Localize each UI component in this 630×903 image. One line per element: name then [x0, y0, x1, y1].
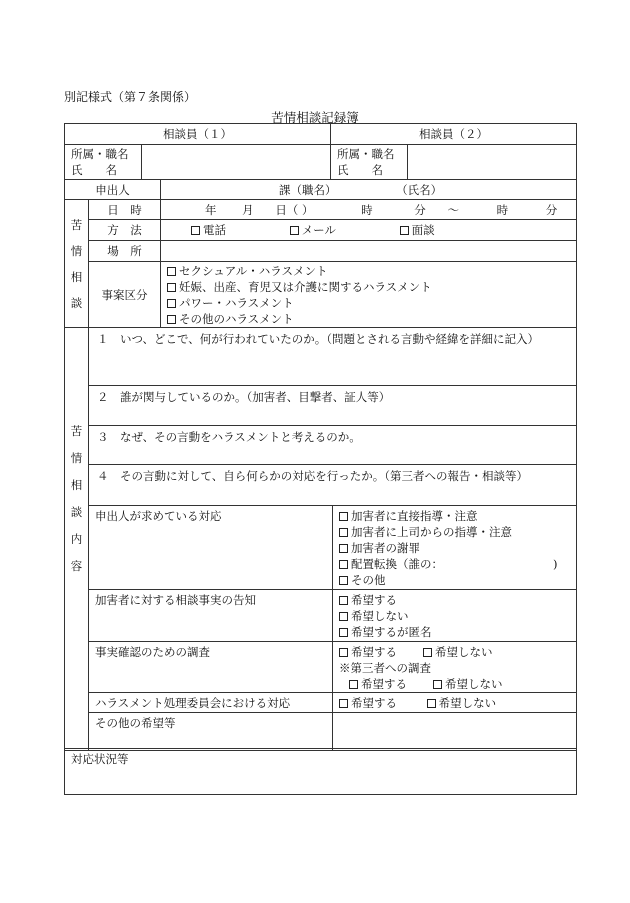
- category-field: セクシュアル・ハラスメント 妊娠、出産、育児又は介護に関するハラスメント パワー・ハラスメント その他のハラスメント: [161, 262, 577, 328]
- datetime-field[interactable]: 年 月 日（ ） 時 分 〜 時 分: [161, 200, 577, 220]
- checkbox-third-no[interactable]: [433, 680, 442, 689]
- notice-options: 希望する 希望しない 希望するが匿名: [333, 590, 577, 642]
- checkbox-committee-no[interactable]: [427, 699, 436, 708]
- place-label: 場 所: [89, 241, 161, 262]
- status-field[interactable]: [65, 749, 577, 795]
- requested-response-label: 申出人が求めている対応: [89, 506, 333, 590]
- committee-options: 希望する 希望しない: [333, 693, 577, 713]
- content-table: [64, 327, 577, 751]
- question-4: ４ その言動に対して、自ら何らかの対応を行ったか。（第三者への報告・相談等）: [89, 465, 577, 506]
- investigation-label: 事実確認のための調査: [89, 642, 333, 693]
- checkbox-third-yes[interactable]: [349, 680, 358, 689]
- requested-response-options: 加害者に直接指導・注意 加害者に上司からの指導・注意 加害者の謝罪 配置転換（誰の： ) その他: [333, 506, 577, 590]
- status-label: 対応状況等: [71, 752, 129, 766]
- checkbox-inv-yes[interactable]: [339, 648, 348, 657]
- notice-label: 加害者に対する相談事実の告知: [89, 590, 333, 642]
- applicant-label: 申出人: [65, 180, 161, 200]
- form-reference: 別記様式（第７条関係）: [64, 90, 197, 104]
- other-requests-field[interactable]: [333, 713, 577, 751]
- method-field: 電話 メール 面談: [161, 220, 577, 241]
- question-2: ２ 誰が関与しているのか。（加害者、目撃者、証人等）: [89, 386, 577, 426]
- checkbox-phone[interactable]: [191, 226, 200, 235]
- consultation-table: [64, 179, 577, 328]
- question-3: ３ なぜ、その言動をハラスメントと考えるのか。: [89, 426, 577, 465]
- form-title: 苦情相談記録簿: [271, 110, 359, 125]
- checkbox-direct-guidance[interactable]: [339, 512, 348, 521]
- checkbox-maternity[interactable]: [167, 283, 176, 292]
- checkbox-notice-yes[interactable]: [339, 596, 348, 605]
- counselor-1-labels: 所属・職名 氏 名: [65, 145, 142, 180]
- counselor-table: [64, 123, 577, 180]
- counselor-1-value[interactable]: [142, 145, 331, 180]
- other-requests-label: その他の希望等: [89, 713, 333, 751]
- checkbox-power[interactable]: [167, 299, 176, 308]
- counselor-2-value[interactable]: [408, 145, 577, 180]
- counselor-2-header: 相談員（２）: [331, 124, 577, 145]
- checkbox-other-harassment[interactable]: [167, 315, 176, 324]
- content-side-label: 苦 情 相 談 内 容: [65, 328, 89, 751]
- counselor-1-header: 相談員（１）: [65, 124, 331, 145]
- checkbox-inv-no[interactable]: [423, 648, 432, 657]
- committee-label: ハラスメント処理委員会における対応: [89, 693, 333, 713]
- checkbox-mail[interactable]: [290, 226, 299, 235]
- checkbox-interview[interactable]: [400, 226, 409, 235]
- applicant-field[interactable]: 課（職名） （氏名）: [161, 180, 577, 200]
- place-field[interactable]: [161, 241, 577, 262]
- checkbox-notice-no[interactable]: [339, 612, 348, 621]
- checkbox-req-other[interactable]: [339, 576, 348, 585]
- checkbox-notice-anon[interactable]: [339, 628, 348, 637]
- investigation-options: 希望する 希望しない ※第三者への調査 希望する 希望しない: [333, 642, 577, 693]
- checkbox-apology[interactable]: [339, 544, 348, 553]
- counselor-2-labels: 所属・職名 氏 名: [331, 145, 408, 180]
- method-label: 方 法: [89, 220, 161, 241]
- checkbox-sexual[interactable]: [167, 267, 176, 276]
- status-table: [64, 748, 577, 795]
- checkbox-supervisor-guidance[interactable]: [339, 528, 348, 537]
- consult-side-label: 苦 情 相 談: [65, 200, 89, 328]
- category-label: 事案区分: [89, 262, 161, 328]
- checkbox-transfer[interactable]: [339, 560, 348, 569]
- datetime-label: 日 時: [89, 200, 161, 220]
- checkbox-committee-yes[interactable]: [339, 699, 348, 708]
- question-1: １ いつ、どこで、何が行われていたのか。（問題とされる言動や経緯を詳細に記入）: [89, 328, 577, 386]
